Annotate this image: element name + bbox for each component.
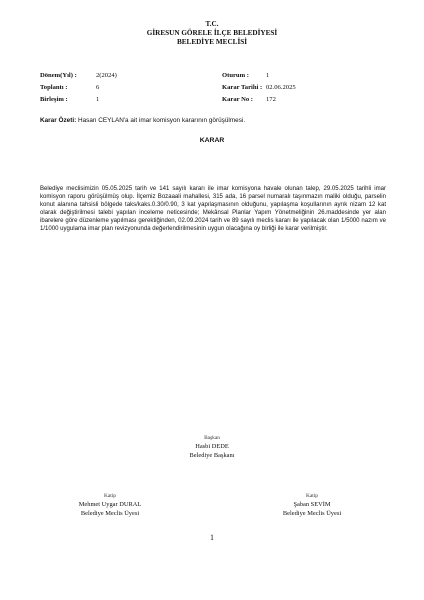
meta-label-meeting: Toplantı : <box>40 83 68 91</box>
decision-title: KARAR <box>199 137 225 144</box>
page-number: 1 <box>210 533 214 542</box>
signature-clerk-right <box>242 492 382 518</box>
signature-chair <box>112 434 312 460</box>
meta-label-term: Dönem(Yıl) : <box>40 72 77 79</box>
signature-clerk-left <box>40 492 180 518</box>
summary-text: Hasan CEYLAN'a ait imar komisyon kararının görüşülmesi. <box>78 117 246 124</box>
signature-left-title: Belediye Meclis Üyesi <box>80 510 140 517</box>
meta-value-term: 2(2024) <box>96 72 117 79</box>
meta-right <box>222 70 296 105</box>
meta-row-decision-no <box>222 94 296 106</box>
header-council: BELEDİYE MECLİSİ <box>176 38 248 46</box>
header-municipality: GİRESUN GÖRELE İLÇE BELEDİYESİ <box>146 29 278 37</box>
meta-label-session: Birleşim : <box>40 95 68 103</box>
decision-summary <box>40 117 245 124</box>
signature-chair-role: Başkan <box>204 435 220 441</box>
signature-left-name: Mehmet Uygar DURAL <box>78 501 142 508</box>
summary-label: Karar Özeti: <box>40 117 77 124</box>
meta-row-date <box>222 82 296 94</box>
signature-left-role: Katip <box>104 493 116 499</box>
meta-value-meeting: 6 <box>96 83 100 91</box>
meta-row-sitting <box>222 70 296 82</box>
meta-value-decision-no: 172 <box>266 95 276 103</box>
meta-value-sitting: 1 <box>266 72 270 79</box>
signature-right-role: Katip <box>306 493 318 499</box>
signature-chair-title: Belediye Başkanı <box>189 452 235 459</box>
meta-label-date: Karar Tarihi : <box>222 83 263 91</box>
meta-value-date: 02.06.2025 <box>266 83 296 91</box>
meta-row-meeting <box>40 82 117 94</box>
signature-right-title: Belediye Meclis Üyesi <box>282 510 342 517</box>
header-tc: T.C. <box>205 20 219 28</box>
signature-chair-name: Hasbi DEDE <box>195 443 229 450</box>
signature-right-name: Şaban SEVİM <box>293 501 331 508</box>
meta-label-sitting: Oturum : <box>222 72 249 79</box>
meta-value-session: 1 <box>96 95 100 103</box>
meta-row-term <box>40 70 117 82</box>
meta-label-decision-no: Karar No : <box>222 95 254 103</box>
document-header <box>0 20 424 47</box>
decision-body: Belediye meclisimizin 05.05.2025 tarih ve 141 sayılı kararı ile imar komisyona havale olunan talep, 29.05.2025 tarihli imar komisyon raporu görüşülmüş olup. İlçemiz Bozaaali mahallesi, 315 ada, 16 parsel numaralı taşınmazın maliki olduğu, parselin konut alanına tahsisli bölgede taks/kaks.0.30/0.90, 3 kat yapılaşmasının olduğunu, yapılaşma koşullarının ayrık nizam 12 kat olarak değiştirilmesi talebi yapılan inceleme neticesinde; Mekânsal Planlar Yapım Yönetmeliğinin 26.maddesinde yer alan ibarelere göre düzenleme yapılması gerektiğinden, 02.09.2024 tarih ve 89 sayılı meclis kararı ile yapılacak olan 1/5000 nazım ve 1/1000 uygulama imar plan revizyonunda değerlendirilmesinin uygun olacağına oy birliği ile karar verilmiştir. <box>40 186 386 233</box>
meta-left <box>40 70 117 105</box>
meta-row-session <box>40 94 117 106</box>
